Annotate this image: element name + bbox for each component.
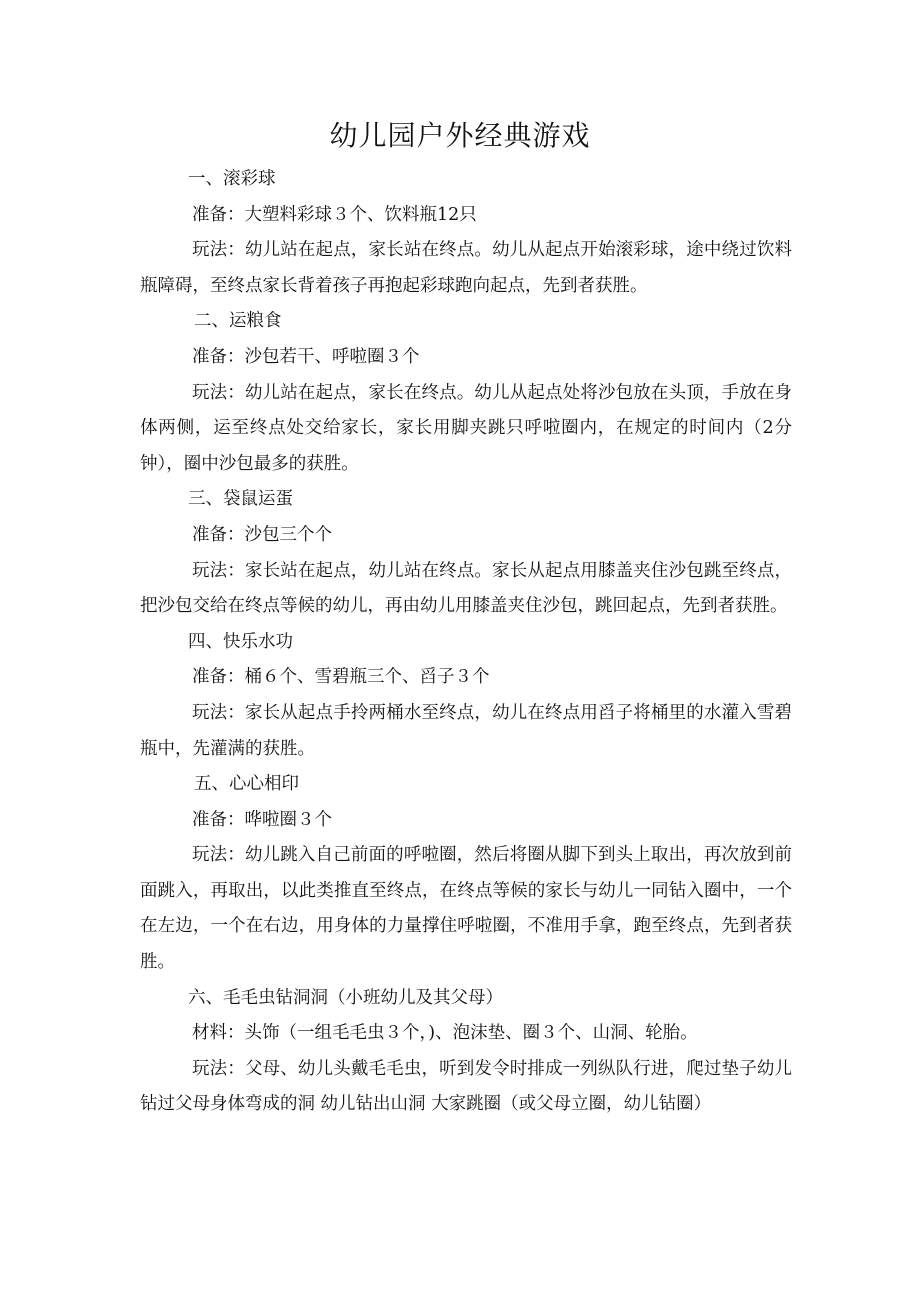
section-play: 玩法：父母、幼儿头戴毛毛虫，听到发令时排成一列纵队行进，爬过垫子幼儿钻过父母身体弯成的洞 幼儿钻出山洞 大家跳圈（或父母立圈，幼儿钻圈） [140,1058,792,1115]
section-play: 玩法：家长站在起点，幼儿站在终点。家长从起点用膝盖夹住沙包跳至终点，把沙包交给在终点等候的幼儿，再由幼儿用膝盖夹住沙包，跳回起点，先到者获胜。 [140,560,792,617]
document-body [140,162,792,1123]
section-5 [140,767,792,981]
section-play: 玩法：幼儿站在起点，家长在终点。幼儿从起点处将沙包放在头顶，手放在身体两侧，运至终点处交给家长，家长用脚夹跳只呼啦圈内，在规定的时间内（2分钟），圈中沙包最多的获胜。 [140,382,792,474]
section-1 [140,162,792,304]
section-heading: 一、滚彩球 [188,169,276,189]
section-play: 玩法：幼儿跳入自己前面的呼啦圈，然后将圈从脚下到头上取出，再次放到前面跳入，再取出，以此类推直至终点，在终点等候的家长与幼儿一同钻入圈中，一个在左边，一个在右边，用身体的力量撑住呼啦圈，不准用手拿，跑至终点，先到者获胜。 [140,845,792,973]
section-3 [140,482,792,624]
section-2 [140,304,792,482]
section-prep: 准备：沙包三个个 [192,524,332,545]
document-title: 幼儿园户外经典游戏 [329,119,591,152]
section-heading: 三、袋鼠运蛋 [188,489,293,510]
section-4 [140,625,792,767]
section-heading: 二、运粮食 [194,311,282,332]
section-prep: 准备：哗啦圈３个 [192,809,332,830]
section-prep: 准备：大塑料彩球３个、饮料瓶12只 [192,204,477,225]
section-play: 玩法：幼儿站在起点，家长站在终点。幼儿从起点开始滚彩球，途中绕过饮料瓶障碍，至终点家长背着孩子再抱起彩球跑向起点，先到者获胜。 [140,240,792,296]
section-prep: 材料：头饰（一组毛毛虫３个，)、泡沫垫、圈３个、山洞、轮胎。 [192,1023,698,1044]
section-heading: 五、心心相印 [194,774,299,795]
section-heading: 四、快乐水功 [188,631,293,652]
section-heading: 六、毛毛虫钻洞洞（小班幼儿及其父母） [188,987,503,1008]
section-6 [140,981,792,1123]
section-play: 玩法：家长从起点手拎两桶水至终点，幼儿在终点用舀子将桶里的水灌入雪碧瓶中，先灌满的获胜。 [140,702,792,759]
section-prep: 准备：沙包若干、呼啦圈３个 [192,346,420,367]
section-prep: 准备：桶６个、雪碧瓶三个、舀子３个 [192,667,490,688]
